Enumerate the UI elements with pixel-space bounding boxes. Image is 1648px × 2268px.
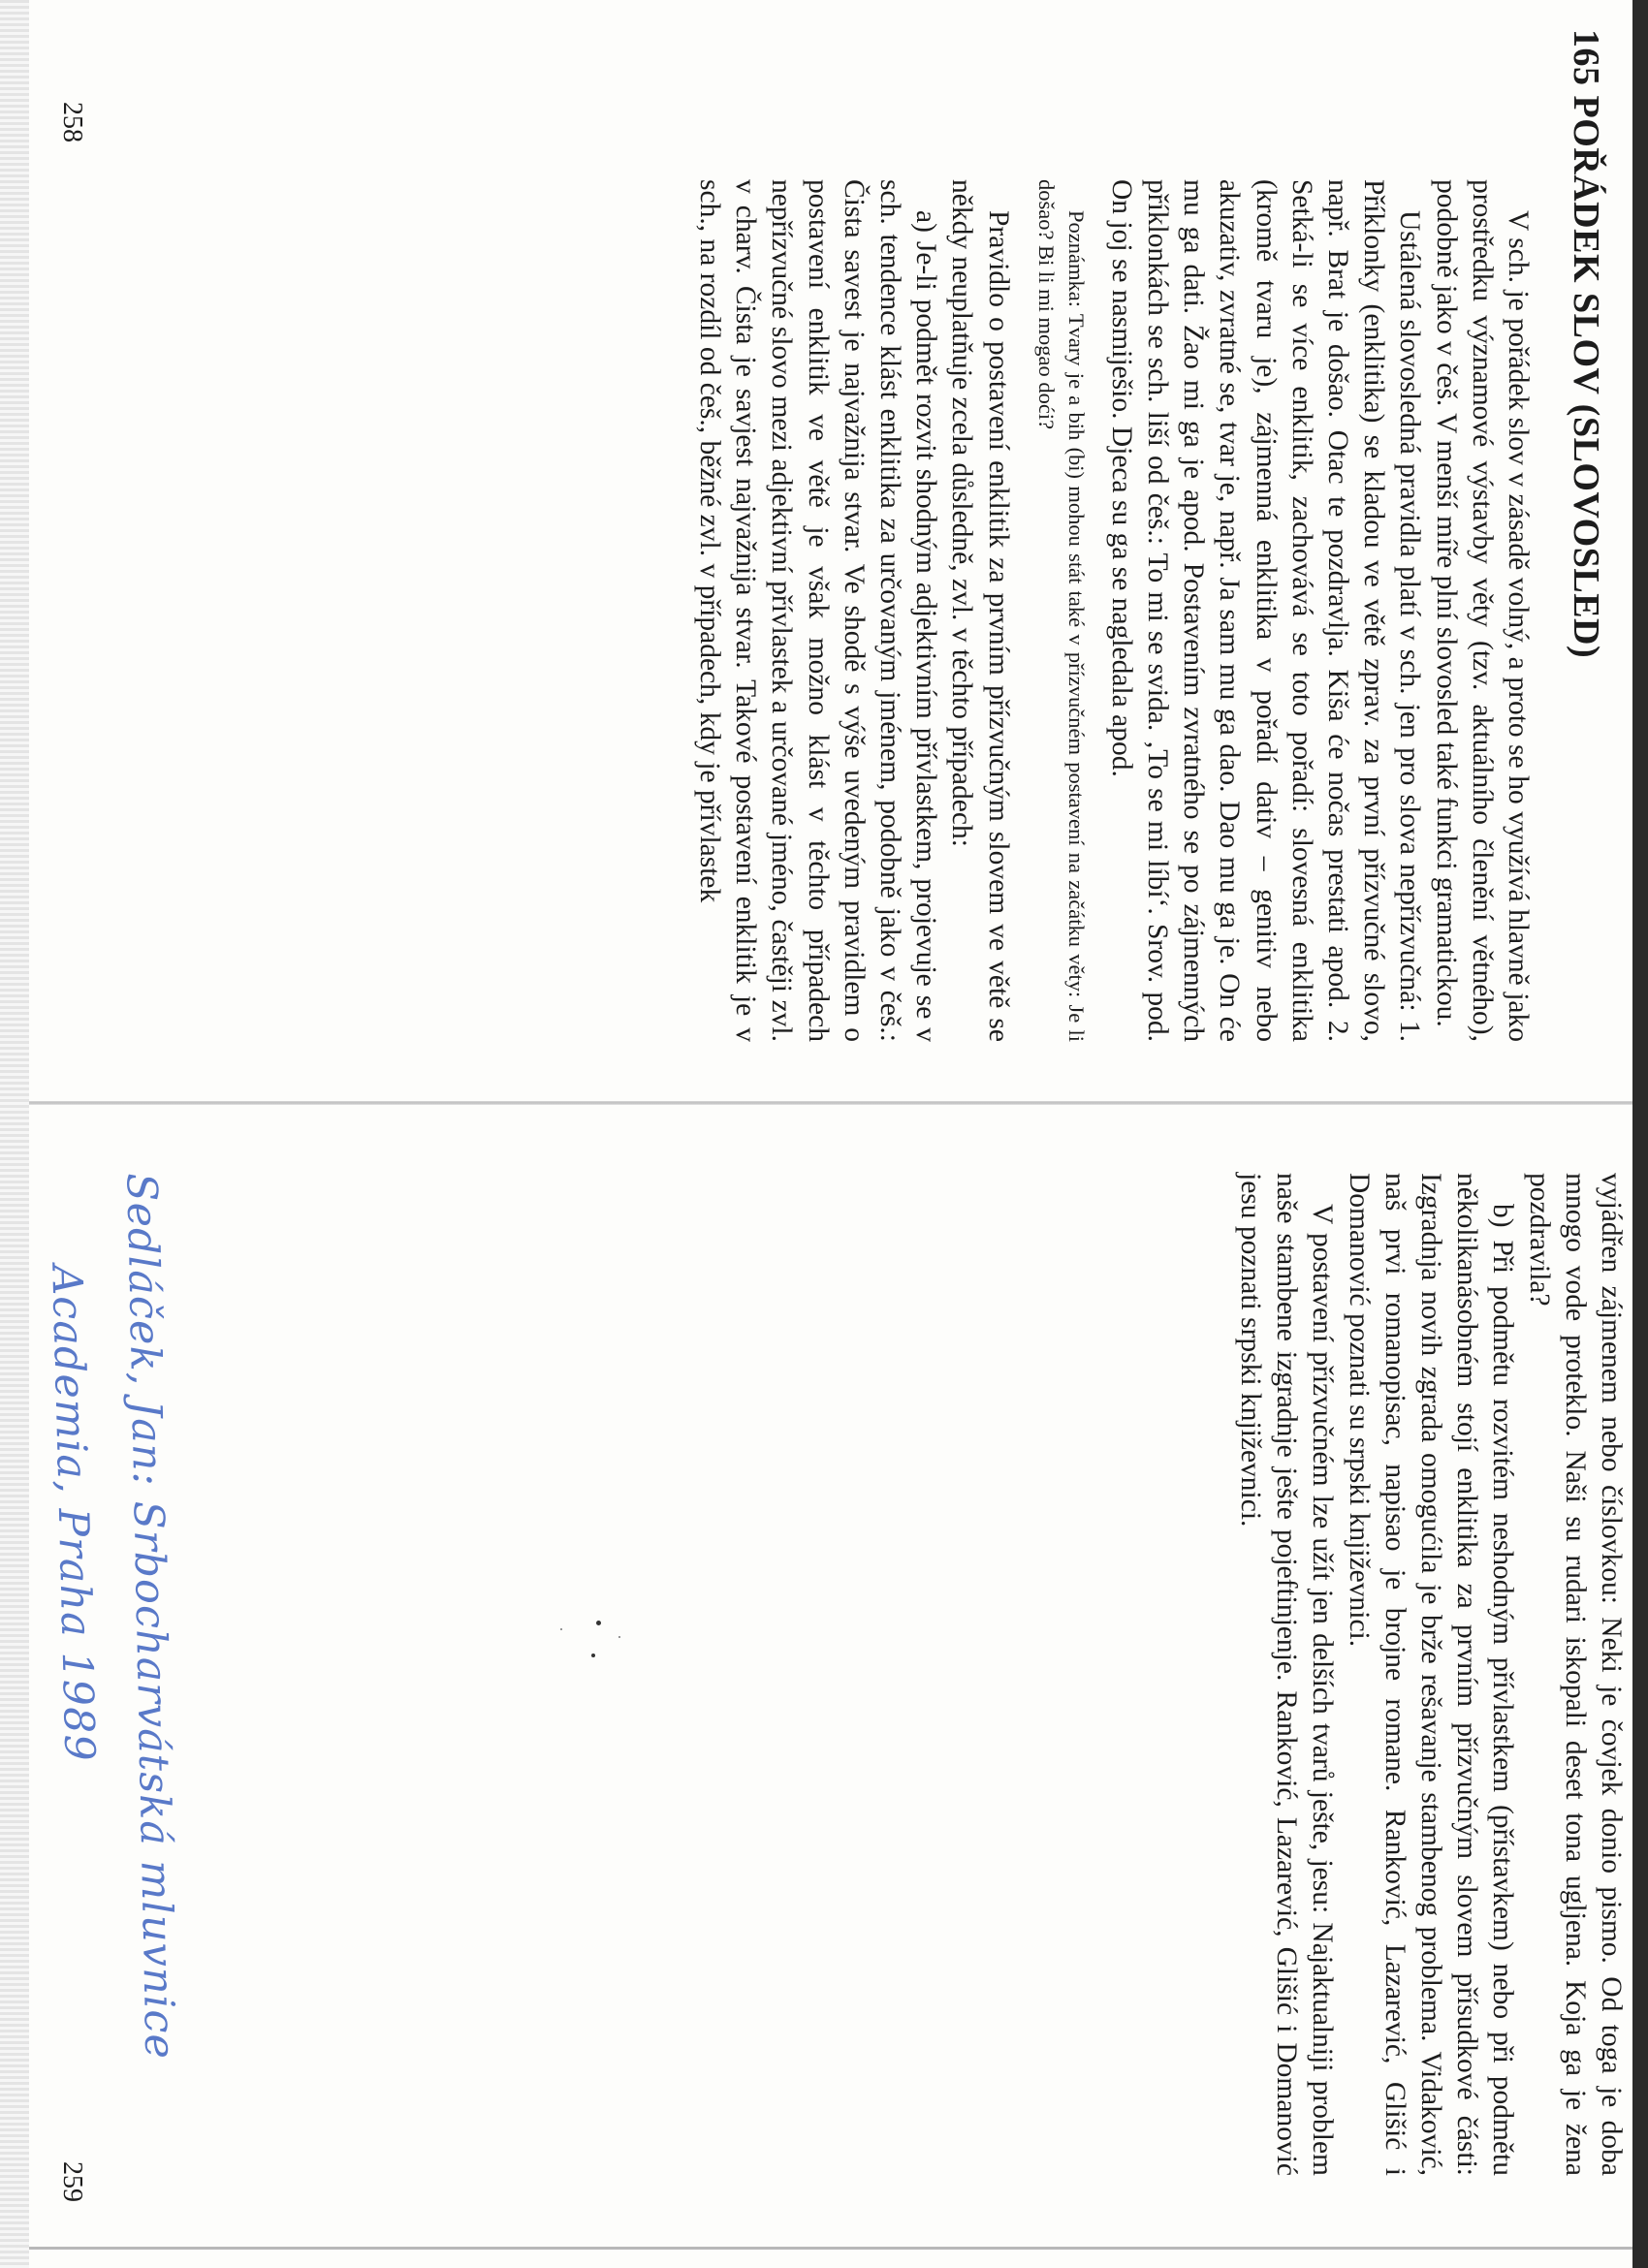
handwritten-line-author-title: Sedláček, Jan: Srbocharvátská mluvnice (116, 1172, 184, 2061)
handwritten-citation (19, 1172, 184, 2239)
paragraph-subject-attribute: a) Je-li podmět rozvit shodným adjektivním přívlastkem, projevuje se v sch. tendence klást enklitika za určovaným jménem, podobně jako v češ.: Čista savest je najvažnija stvar. Ve shodě s výše uvedeným pravidlem o postavení enklitik ve větě je však možno klást v těchto případech nepřízvučné slovo mezi adjektivní přívlastek a určované jméno, častěji zvl. v charv. Čista je savjest najvažnija stvar. Takové postavení enklitik je v sch., na rozdíl od češ., běžné zvl. v případech, kdy je přívlastek (693, 179, 942, 1042)
page-number-right: 259 (57, 2161, 87, 2202)
page-number-left: 258 (57, 102, 87, 142)
dust-speck (596, 1621, 601, 1625)
left-page-body (691, 179, 1536, 1042)
dust-speck (591, 1654, 595, 1657)
note-paragraph: Poznámka: Tvary je a bih (bi) mohou stát také v přízvučném postavení na začátku věty: Je li došao? Bi li mi mogao doći? (1033, 179, 1089, 1042)
paragraph-word-order-intro: V sch. je pořádek slov v zásadě volný, a proto se ho využívá hlavně jako prostředku významové výstavby věty (tzv. aktuálního členění větného), podobně jako v češ. V menší míře plní slovosled také funkci gramatickou. (1430, 179, 1534, 1042)
paragraph-subject-apposition: b) Při podmětu rozvitém neshodným přívlastkem (přístavkem) nebo při podmětu několikanásobném stojí enklitika za prvním přízvučným slovem přísudkové části: Izgradnja novih zgrada omogućila je brže rešavanje stambenog problema. Vidaković, naš prvi romanopisac, napisao je brojne romane. Ranković, Lazarević, Glišić i Domanović poznati su srpski književnici. (1343, 1173, 1519, 2176)
right-page-body (1232, 1173, 1629, 2176)
paragraph-enclitic-exceptions: Pravidlo o postavení enklitik za prvním přízvučným slovem ve větě se někdy neuplatňuje zcela důsledně, zvl. v těchto případech: (946, 179, 1014, 1042)
dust-speck (560, 1628, 562, 1630)
paragraph-stressed-forms: V postavení přízvučném lze užít jen delších tvarů ješte, jesu: Najaktualniji problem naše stambene izgradnje ješte pojeftinjenje. Ranković, Lazarević, Glišić i Domanović jesu poznati srpski književnici. (1234, 1173, 1339, 2176)
handwritten-line-publisher: Academia, Praha 1989 (42, 1264, 104, 1763)
left-page (0, 0, 1648, 1105)
paragraph-continuation: vyjádřen zájmenem nebo číslovkou: Neki je čovjek donio pismo. Od toga je doba mnogo vode proteklo. Naši su rudari iskopali deset tona ugljena. Koja ga je žena pozdravila? (1523, 1173, 1627, 2176)
chapter-heading: 165 POŘÁDEK SLOV (SLOVOSLED) (1566, 29, 1606, 659)
right-page (0, 1105, 1648, 2268)
paragraph-enclitic-rules: Ustálená slovosledná pravidla platí v sch. jen pro slova nepřízvučná: 1. Příklonky (enklitika) se kladou ve větě zprav. za první přízvučné slovo, např. Brat je došao. Otac te pozdravlja. Kiša će nočas prestati apod. 2. Setká-li se více enklitik, zachovává se toto pořadí: slovesná enklitika (kromě tvaru je), zájmenná enklitika v pořadí dativ – genitiv nebo akuzativ, zvratné se, tvar je, např. Ja sam mu ga dao. Dao mu ga je. On će mu ga dati. Žao mi ga je apod. Postavením zvratného se po zájmenných příklonkách se sch. liší od češ.: To mi se svida. ‚To se mi líbí‘. Srov. pod. On joj se nasmiješio. Djeca su ga se nagledala apod. (1105, 179, 1426, 1042)
dust-speck (618, 1636, 620, 1638)
